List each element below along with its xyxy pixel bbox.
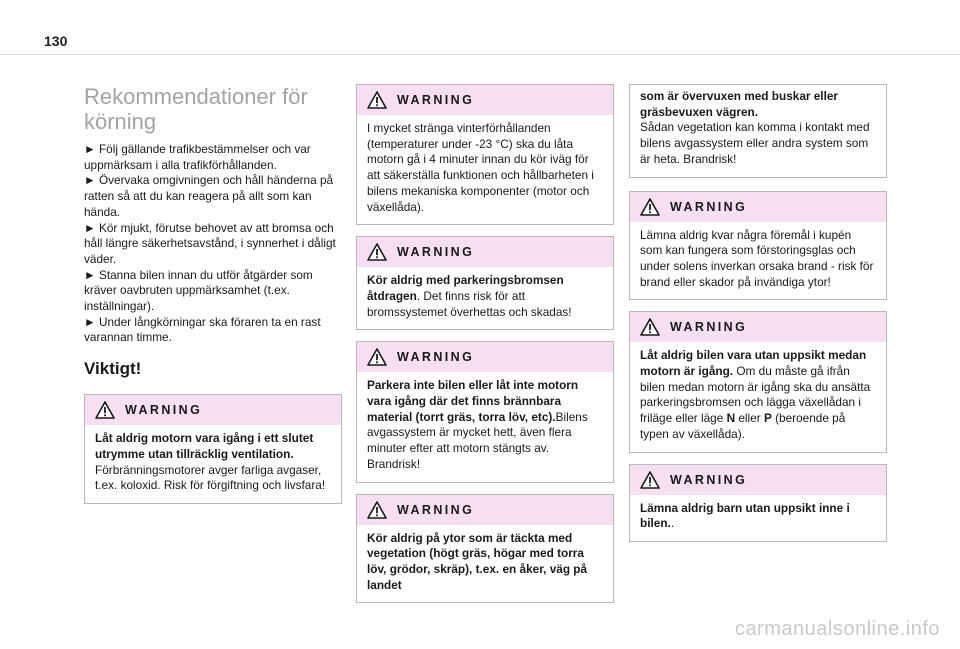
warning-box-vegetation-continued <box>629 84 887 178</box>
warning-box-parking-brake <box>356 236 614 330</box>
warning-body-text: eller <box>735 411 764 426</box>
warning-label: WARNING <box>397 93 475 107</box>
warning-label: WARNING <box>670 320 748 335</box>
warning-bold-text: Låt aldrig motorn vara igång i ett slutet utrymme utan tillräcklig ventilation. <box>95 431 314 461</box>
warning-body-text: Bilens avgassystem är mycket hett, även flera minuter efter att motorn stängts av. Brandrisk! <box>367 409 588 471</box>
warning-text <box>630 495 886 541</box>
page-number: 130 <box>44 33 68 49</box>
section-title: Rekommendationer för körning <box>84 84 308 134</box>
warning-bold-text: Lämna aldrig barn utan uppsikt inne i bilen. <box>640 500 850 531</box>
warning-triangle-icon <box>367 243 387 261</box>
recommendations-list <box>84 142 342 346</box>
column-3 <box>629 84 887 542</box>
watermark-text: carmanualsonline.info <box>734 618 940 640</box>
warning-label: WARNING <box>125 403 203 418</box>
warning-box-children <box>629 464 887 542</box>
warning-bold-text: Kör aldrig med parkeringsbromsen åtdragen <box>367 273 564 303</box>
warning-triangle-icon <box>367 91 387 109</box>
warning-header <box>357 85 613 115</box>
warning-bold-text: Låt aldrig bilen vara utan uppsikt medan motorn är igång. <box>640 348 867 379</box>
warning-triangle-icon <box>640 318 660 336</box>
warning-header <box>357 495 613 525</box>
warning-header <box>357 237 613 267</box>
list-item: ► Under långkörningar ska föraren ta en rast varannan timme. <box>84 314 321 345</box>
warning-header <box>357 342 613 372</box>
warning-box-unattended-engine <box>629 311 887 452</box>
warning-body-text: . Det finns risk för att bromssystemet överhettas och skadas! <box>367 288 572 319</box>
gear-position-p: P <box>763 411 772 426</box>
warning-header <box>630 465 886 495</box>
warning-header <box>85 395 341 425</box>
warning-text: I mycket stränga vinterförhållanden (temperaturer under -23 °C) ska du låta motorn gå i 4 minuter innan du kör iväg för att säkerställa funktionen och hållbarheten i bilens mekaniska komponenter (motor och växellåda). <box>367 121 594 214</box>
warning-text <box>357 372 613 481</box>
warning-text: Lämna aldrig kvar några föremål i kupén som kan fungera som förstoringsglas och under solens inverkan orsaka brand - risk för brand eller skador på invändiga ytor! <box>640 227 874 289</box>
warning-box-flammable <box>356 341 614 482</box>
warning-box-vegetation <box>356 494 614 604</box>
warning-text <box>630 342 886 451</box>
warning-header <box>630 192 886 222</box>
column-2 <box>356 84 614 603</box>
warning-triangle-icon <box>640 198 660 216</box>
subheading-important: Viktigt! <box>84 359 142 379</box>
warning-label: WARNING <box>397 245 475 260</box>
warning-bold-text: Parkera inte bilen eller låt inte motorn vara igång där det finns brännbara material (torrt gräs, torra löv, etc). <box>367 378 579 424</box>
warning-box-magnifying-objects <box>629 191 887 301</box>
list-item: ► Kör mjukt, förutse behovet av att bromsa och håll längre säkerhetsavstånd, i synnerhet i dåligt väder. <box>84 220 336 266</box>
list-item: ► Stanna bilen innan du utför åtgärder som kräver oavbruten uppmärksamhet (t.ex. inställningar). <box>84 267 313 314</box>
header-divider <box>0 54 960 55</box>
warning-body-text: . <box>670 516 675 531</box>
warning-body-text: Förbränningsmotorer avger farliga avgaser, t.ex. koloxid. Risk för förgiftning och livsfara! <box>95 462 326 493</box>
warning-body-text: Om du måste gå ifrån bilen medan motorn är igång ska du ansätta parkeringsbromsen och lägga växellådan i friläge eller läge <box>640 364 871 426</box>
gear-position-n: N <box>726 411 736 426</box>
warning-bold-text: som är övervuxen med buskar eller gräsbevuxen vägren. <box>640 89 839 119</box>
warning-label: WARNING <box>397 350 475 365</box>
warning-triangle-icon <box>367 501 387 519</box>
warning-label: WARNING <box>670 199 748 214</box>
warning-text <box>85 425 341 503</box>
warning-text <box>357 267 613 329</box>
warning-triangle-icon <box>367 348 387 366</box>
warning-box-ventilation <box>84 394 342 504</box>
list-item: ► Övervaka omgivningen och håll händerna på ratten så att du kan reagera på allt som kan hända. <box>84 173 334 219</box>
warning-bold-text: Kör aldrig på ytor som är täckta med vegetation (högt gräs, högar med torra löv, grödor, skräp), t.ex. en åker, väg på landet <box>367 530 588 592</box>
warning-label: WARNING <box>397 502 475 517</box>
warning-box-winter <box>356 84 614 225</box>
warning-text <box>357 525 613 603</box>
warning-text <box>630 85 886 177</box>
column-1 <box>84 84 342 504</box>
warning-body-text: Sådan vegetation kan komma i kontakt med bilens avgassystem eller andra system som är heta. Brandrisk! <box>640 120 870 166</box>
warning-body-text: (beroende på typen av växellåda). <box>640 411 846 441</box>
warning-triangle-icon <box>95 401 115 419</box>
warning-label: WARNING <box>670 472 748 487</box>
warning-header <box>630 312 886 342</box>
warning-triangle-icon <box>640 471 660 489</box>
list-item: ► Följ gällande trafikbestämmelser och var uppmärksam i alla trafikförhållanden. <box>84 142 311 172</box>
